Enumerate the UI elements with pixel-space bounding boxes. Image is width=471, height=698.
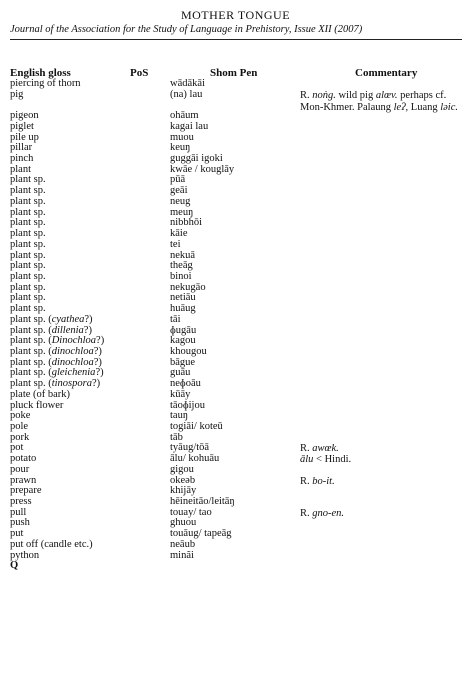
cell-shom-pen: touāug/ tapeāg xyxy=(170,528,232,540)
table-row xyxy=(0,122,471,133)
table-row xyxy=(0,486,471,497)
cell-shom-pen: keuŋ xyxy=(170,142,191,154)
cell-shom-pen: neāub xyxy=(170,538,196,550)
table-row xyxy=(0,165,471,176)
cell-shom-pen: ghuou xyxy=(170,517,197,529)
table-row xyxy=(0,561,471,572)
cell-english-gloss: plant sp. xyxy=(10,249,46,261)
cell-shom-pen: kwāe / kouglāy xyxy=(170,163,235,175)
header-rule xyxy=(10,39,462,40)
cell-shom-pen: binoi xyxy=(170,270,192,282)
cell-shom-pen: tāb xyxy=(170,431,183,443)
cell-shom-pen: muou xyxy=(170,131,194,143)
col-head-comm: Commentary xyxy=(355,67,418,79)
cell-english-gloss: plant sp. xyxy=(10,228,46,240)
table-row xyxy=(0,379,471,390)
cell-shom-pen: bāgue xyxy=(170,356,196,368)
cell-english-gloss: pole xyxy=(10,421,29,432)
table-row xyxy=(0,422,471,433)
cell-english-gloss: push xyxy=(10,517,30,529)
cell-shom-pen: nekugāo xyxy=(170,281,206,293)
table-row xyxy=(0,133,471,144)
cell-shom-pen: neɸoāu xyxy=(170,378,201,390)
table-row xyxy=(0,411,471,422)
table-row xyxy=(0,293,471,304)
cell-english-gloss: put off (candle etc.) xyxy=(10,538,93,550)
cell-shom-pen: ɸugāu xyxy=(170,324,197,336)
cell-english-gloss: pull xyxy=(10,506,27,518)
table-row xyxy=(0,508,471,519)
cell-commentary: R. bo-it. xyxy=(300,475,335,487)
cell-english-gloss: plant sp. xyxy=(10,217,46,229)
cell-english-gloss: pig xyxy=(10,88,24,100)
table-row xyxy=(0,518,471,529)
cell-english-gloss: prawn xyxy=(10,474,37,486)
cell-english-gloss: plant sp. xyxy=(10,206,46,218)
col-head-shom: Shom Pen xyxy=(210,67,258,79)
cell-english-gloss: plant sp. (dinochloa?) xyxy=(10,345,102,357)
cell-english-gloss: plant sp. xyxy=(10,281,46,293)
cell-shom-pen: tāi xyxy=(170,313,181,325)
cell-english-gloss: pork xyxy=(10,431,30,443)
cell-shom-pen: tyāug/tōā xyxy=(170,442,210,454)
cell-shom-pen: touay/ tao xyxy=(170,506,212,518)
cell-english-gloss: put xyxy=(10,528,24,540)
cell-shom-pen: tāoɸijou xyxy=(170,399,205,411)
col-head-gloss: English gloss xyxy=(10,67,71,79)
table-row xyxy=(0,283,471,294)
page-header-title: MOTHER TONGUE xyxy=(180,8,291,22)
table-row xyxy=(0,197,471,208)
table-row xyxy=(0,111,471,122)
cell-english-gloss: plant sp. (Dinochloa?) xyxy=(10,335,105,347)
cell-english-gloss: plant sp. xyxy=(10,185,46,197)
cell-english-gloss: plate (of bark) xyxy=(10,388,71,400)
cell-english-gloss: plant sp. xyxy=(10,303,46,315)
table-row xyxy=(0,465,471,476)
cell-shom-pen: huāug xyxy=(170,303,196,315)
cell-english-gloss: plant sp. (gleichenia?) xyxy=(10,367,104,379)
table-row xyxy=(0,433,471,444)
cell-english-gloss: pigeon xyxy=(10,110,39,122)
cell-shom-pen: kagou xyxy=(170,335,196,347)
table-row xyxy=(0,540,471,551)
cell-shom-pen: (na) lau xyxy=(170,88,203,100)
table-row xyxy=(0,186,471,197)
cell-shom-pen: guggāi igoki xyxy=(170,153,223,165)
cell-english-gloss: pillar xyxy=(10,142,33,154)
table-row xyxy=(0,208,471,219)
table-row xyxy=(0,88,471,113)
table-row xyxy=(0,175,471,186)
table-row xyxy=(0,390,471,401)
cell-english-gloss: plant sp. xyxy=(10,260,46,272)
table-row xyxy=(0,476,471,487)
cell-english-gloss: plant sp. (dillenia?) xyxy=(10,324,92,336)
cell-english-gloss: press xyxy=(10,496,32,508)
cell-english-gloss: piercing of thorn xyxy=(10,78,81,89)
table-row xyxy=(0,401,471,412)
cell-english-gloss: pour xyxy=(10,463,30,475)
table-row xyxy=(0,443,471,454)
cell-shom-pen: nekuā xyxy=(170,249,196,261)
cell-shom-pen: ālu/ kohuāu xyxy=(170,453,220,465)
cell-shom-pen: theāg xyxy=(170,260,193,272)
cell-commentary: R. gno-en. xyxy=(300,507,345,519)
cell-english-gloss: pinch xyxy=(10,153,34,165)
cell-english-gloss: poke xyxy=(10,410,31,422)
cell-shom-pen: guāu xyxy=(170,367,191,379)
cell-english-gloss: plant sp. xyxy=(10,195,46,207)
cell-english-gloss: plant sp. xyxy=(10,238,46,250)
table-row xyxy=(0,272,471,283)
table-row xyxy=(0,79,471,90)
cell-english-gloss: python xyxy=(10,549,40,561)
table-row xyxy=(0,240,471,251)
journal-subtitle: Journal of the Association for the Study of Language in Prehistory, Issue XII (2007) xyxy=(10,24,363,35)
cell-english-gloss: plant sp. xyxy=(10,292,46,304)
cell-commentary: R. awœk. xyxy=(300,443,339,455)
cell-shom-pen: geāi xyxy=(170,185,188,197)
cell-english-gloss: plant sp. (dinochloa?) xyxy=(10,356,102,368)
table-row xyxy=(0,218,471,229)
cell-english-gloss: pile up xyxy=(10,131,39,143)
cell-english-gloss: prepare xyxy=(10,485,42,497)
cell-english-gloss: piglet xyxy=(10,120,34,132)
cell-english-gloss: plant xyxy=(10,163,31,175)
cell-shom-pen: kūāy xyxy=(170,388,191,400)
cell-shom-pen: nibbhōi xyxy=(170,217,203,229)
table-row xyxy=(0,551,471,562)
cell-shom-pen: neug xyxy=(170,195,191,207)
table-row xyxy=(0,251,471,262)
cell-shom-pen: togiāi/ koteū xyxy=(170,421,223,432)
cell-english-gloss: pot xyxy=(10,442,24,454)
cell-shom-pen: khijāy xyxy=(170,485,197,497)
cell-shom-pen: tei xyxy=(170,238,181,250)
table-row xyxy=(0,143,471,154)
table-row xyxy=(0,497,471,508)
cell-shom-pen: meuŋ xyxy=(170,206,194,218)
table-row xyxy=(0,229,471,240)
cell-shom-pen: okeəb xyxy=(170,474,196,486)
cell-shom-pen: pūā xyxy=(170,174,186,186)
cell-shom-pen: khougou xyxy=(170,345,207,357)
cell-shom-pen: kāie xyxy=(170,228,188,240)
cell-commentary: ālu < Hindi. xyxy=(300,454,352,466)
cell-shom-pen: hēineitāo/leitāŋ xyxy=(170,496,235,508)
col-head-pos: PoS xyxy=(130,67,149,79)
cell-english-gloss: plant sp. xyxy=(10,174,46,186)
cell-english-gloss: pluck flower xyxy=(10,399,64,411)
cell-shom-pen: minãi xyxy=(170,549,194,561)
cell-shom-pen: gigou xyxy=(170,463,194,475)
cell-english-gloss: plant sp. (tinospora?) xyxy=(10,378,101,390)
cell-shom-pen: wādākāi xyxy=(170,78,205,89)
cell-shom-pen: tauŋ xyxy=(170,410,189,422)
table-row xyxy=(0,261,471,272)
table-row xyxy=(0,154,471,165)
cell-english-gloss: plant sp. (cyathea?) xyxy=(10,313,93,325)
cell-shom-pen: netiāu xyxy=(170,292,196,304)
cell-shom-pen: kagai lau xyxy=(170,120,209,132)
cell-english-gloss: Q xyxy=(10,560,19,572)
cell-shom-pen: ohāum xyxy=(170,110,199,122)
lexicon-table xyxy=(0,79,471,572)
cell-english-gloss: potato xyxy=(10,453,37,465)
cell-commentary: R. noṅg. wild pig alœv. perhaps cf. Mon-Khmer. Palaung leʔ, Luang ləic. xyxy=(300,89,459,113)
table-row xyxy=(0,100,471,111)
table-row xyxy=(0,454,471,465)
cell-english-gloss: plant sp. xyxy=(10,270,46,282)
